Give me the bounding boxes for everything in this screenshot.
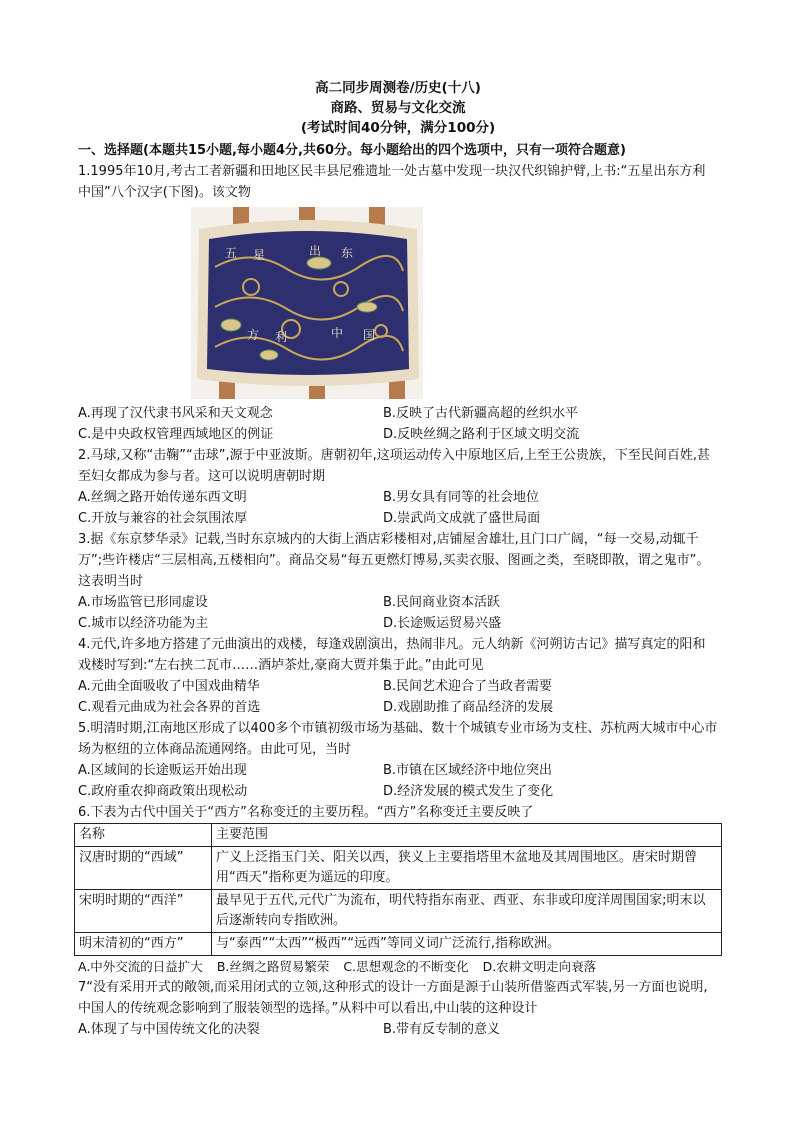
inscription-char: 方 — [247, 328, 260, 342]
table-cell: 与“泰西”“太西”“极西”“远西”等同义词广泛流行,指称欧洲。 — [212, 933, 722, 956]
exam-time-note: (考试时间40分钟，满分100分) — [300, 120, 496, 136]
question-7-options — [78, 1019, 718, 1040]
option-a[interactable]: A.区域间的长途贩运开始出现 — [78, 763, 247, 778]
option-d[interactable]: D.经济发展的模式发生了变化 — [383, 784, 554, 799]
option-b[interactable]: B.民间艺术迎合了当政者需要 — [383, 679, 553, 694]
option-c[interactable]: C.是中央政权管理西域地区的例证 — [78, 427, 274, 442]
option-d[interactable]: D.崇武尚文成就了盛世局面 — [383, 511, 541, 526]
inscription-char: 出 — [309, 244, 322, 258]
question-1-options — [78, 403, 718, 445]
table-row — [75, 890, 722, 933]
option-a[interactable]: A.元曲全面吸收了中国戏曲精华 — [78, 679, 260, 694]
inscription-char: 东 — [341, 246, 354, 260]
table-header-cell: 主要范围 — [212, 824, 722, 847]
brocade-armguard-image — [191, 207, 423, 399]
table-cell: 宋明时期的“西洋” — [75, 890, 212, 933]
option-a[interactable]: A.丝绸之路开始传递东西文明 — [78, 490, 247, 505]
question-7-stem: 7“没有采用开式的敞领,而采用闭式的立领,这种形式的设计一方面是源于山装所借鉴西式军装,另一方面也说明,中国人的传统观念影响到了服装领型的选择。”从料中可以看出,中山装的这种设计 — [78, 980, 708, 1016]
question-1-stem: 1.1995年10月,考古工者新疆和田地区民丰县尼雅遗址一处古墓中发现一块汉代织锦护臂,上书:“五星出东方利中国”八个汉字(下图)。该文物 — [78, 164, 706, 200]
option-b[interactable]: B.民间商业资本活跃 — [383, 595, 501, 610]
option-b[interactable]: B.市镇在区域经济中地位突出 — [383, 763, 553, 778]
question-2-options — [78, 487, 718, 529]
option-d[interactable]: D.戏剧助推了商品经济的发展 — [383, 700, 554, 715]
exam-page — [78, 78, 718, 1040]
option-b[interactable]: B.男女具有同等的社会地位 — [383, 490, 540, 505]
option-d[interactable]: D.反映丝绸之路利于区域文明交流 — [383, 427, 580, 442]
exam-subtitle: 商路、贸易与文化交流 — [330, 100, 466, 116]
table-cell: 汉唐时期的“西域” — [75, 847, 212, 890]
option-d[interactable]: D.农耕文明走向衰落 — [482, 959, 597, 974]
inscription-char: 国 — [363, 328, 376, 342]
question-6-options — [78, 956, 718, 977]
question-5-stem: 5.明清时期,江南地区形成了以400多个市镇初级市场为基础、数十个城镇专业市场为支柱、苏杭两大城市中心市场为枢纽的立体商品流通网络。由此可见，当时 — [78, 721, 718, 757]
table-cell: 最早见于五代,元代广为流布，明代特指东南亚、西亚、东非或印度洋周围国家;明末以后逐渐转向专指欧洲。 — [212, 890, 722, 933]
option-c[interactable]: C.政府重农抑商政策出现松动 — [78, 784, 248, 799]
option-b[interactable]: B.丝绸之路贸易繁荣 — [216, 959, 330, 974]
option-b[interactable]: B.带有反专制的意义 — [383, 1022, 501, 1037]
exam-title: 高二同步周测卷/历史(十八) — [315, 80, 481, 96]
table-row — [75, 933, 722, 956]
question-6-stem: 6.下表为古代中国关于“西方”名称变迁的主要历程。“西方”名称变迁主要反映了 — [78, 805, 534, 820]
table-cell: 明末清初的“西方” — [75, 933, 212, 956]
section-title: 一、选择题(本题共15小题,每小题4分,共60分。每小题给出的四个选项中，只有一项符合题意) — [78, 143, 626, 158]
inscription-char: 利 — [275, 330, 288, 344]
question-4-stem: 4.元代,许多地方搭建了元曲演出的戏楼，每逢戏剧演出，热闹非凡。元人纳新《河朔访古记》描写真定的阳和戏楼时写到:“左右挟二瓦市……酒垆茶灶,豪商大贾并集于此。”由此可见 — [78, 637, 706, 673]
question-2-stem: 2.马球,又称“击鞠”“击球”,源于中亚波斯。唐朝初年,这项运动传入中原地区后,上至王公贵族，下至民间百姓,甚至妇女都成为参与者。这可以说明唐朝时期 — [78, 448, 711, 484]
option-a[interactable]: A.再现了汉代隶书风采和天文观念 — [78, 406, 273, 421]
option-c[interactable]: C.开放与兼容的社会氛围浓厚 — [78, 511, 248, 526]
question-5-options — [78, 760, 718, 802]
table-header-row — [75, 824, 722, 847]
table-row — [75, 847, 722, 890]
table-cell: 广义上泛指玉门关、阳关以西，狭义上主要指塔里木盆地及其周围地区。唐宋时期曾用“西天”指称更为遥远的印度。 — [212, 847, 722, 890]
option-a[interactable]: A.市场监管已形同虚设 — [78, 595, 208, 610]
inscription-char: 星 — [253, 248, 266, 262]
option-c[interactable]: C.思想观念的不断变化 — [343, 959, 469, 974]
option-a[interactable]: A.体现了与中国传统文化的决裂 — [78, 1022, 260, 1037]
option-c[interactable]: C.城市以经济功能为主 — [78, 616, 209, 631]
option-a[interactable]: A.中外交流的日益扩大 — [78, 959, 203, 974]
inscription-char: 中 — [331, 326, 344, 340]
option-d[interactable]: D.长途贩运贸易兴盛 — [383, 616, 502, 631]
question-4-options — [78, 676, 718, 718]
west-names-table — [74, 823, 722, 956]
brocade-armguard-illustration — [191, 207, 423, 399]
question-3-options — [78, 592, 718, 634]
option-c[interactable]: C.观看元曲成为社会各界的首选 — [78, 700, 261, 715]
table-header-cell: 名称 — [75, 824, 212, 847]
inscription-char: 五 — [225, 246, 238, 260]
question-3-stem: 3.据《东京梦华录》记载,当时东京城内的大街上酒店彩楼相对,店铺屋舍雄壮,且门口广阔，“每一交易,动辄千万”;些许楼店“三层相高,五楼相向”。商品交易“每五更燃灯博易,买卖衣服、图画之类，至晓即散，谓之鬼市”。这表明当时 — [78, 532, 710, 589]
option-b[interactable]: B.反映了古代新疆高超的丝织水平 — [383, 406, 579, 421]
brocade-field — [207, 231, 409, 375]
